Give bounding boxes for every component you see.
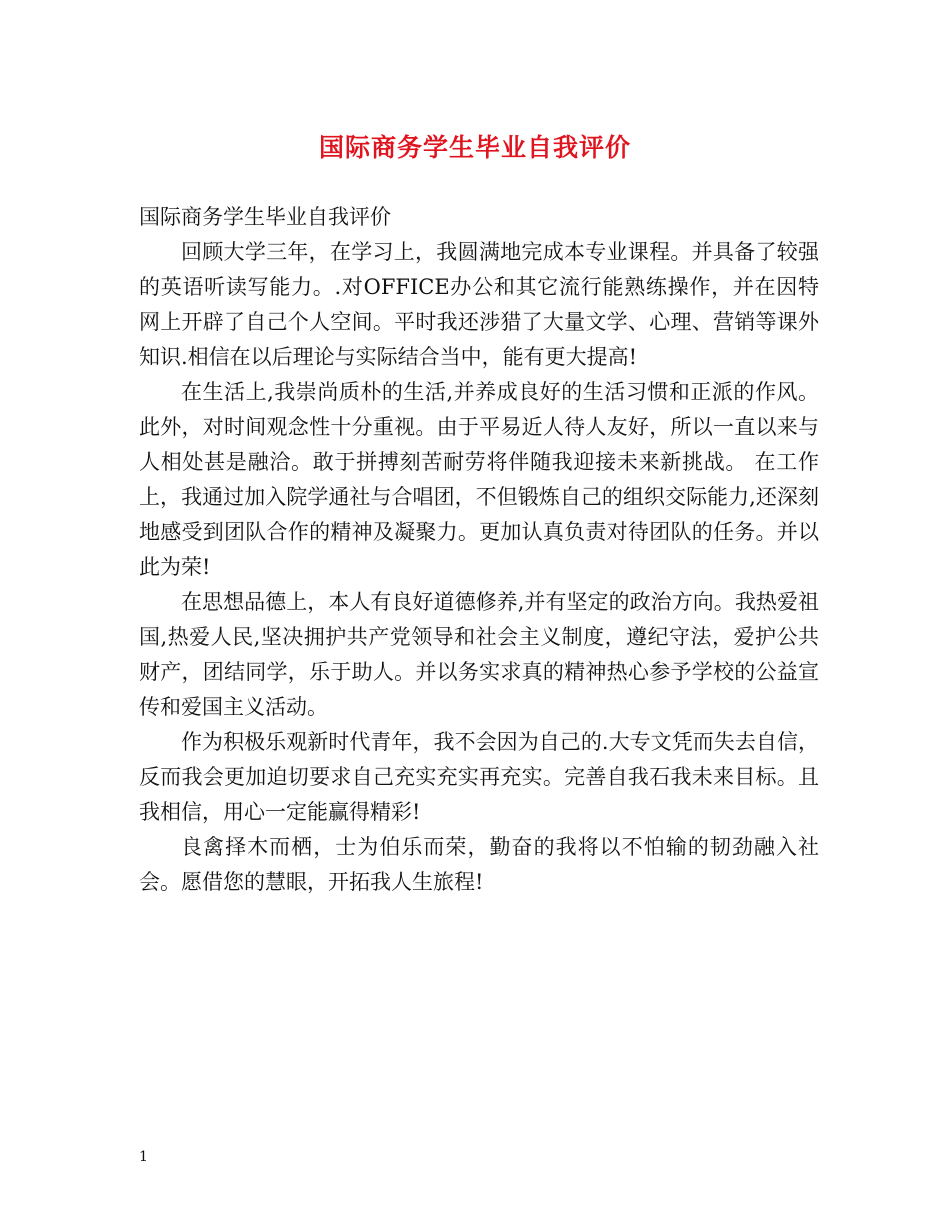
paragraph-closing: 良禽择木而栖，士为伯乐而荣，勤奋的我将以不怕输的韧劲融入社会。愿借您的慧眼，开拓我人生旅程!: [139, 835, 819, 894]
paragraph-morality: 在思想品德上，本人有良好道德修养,并有坚定的政治方向。我热爱祖国,热爱人民,坚决拥护共产党领导和社会主义制度，遵纪守法，爱护公共财产，团结同学，乐于助人。并以务实求真的精神热心参予学校的公益宣传和爱国主义活动。: [139, 590, 819, 719]
paragraph-outlook: 作为积极乐观新时代青年，我不会因为自己的.大专文凭而失去自信，反而我会更加迫切要求自己充实充实再充实。完善自我石我未来目标。且我相信，用心一定能赢得精彩!: [139, 730, 819, 824]
document-title: 国际商务学生毕业自我评价: [318, 133, 631, 162]
paragraph-study: 回顾大学三年，在学习上，我圆满地完成本专业课程。并具备了较强的英语听读写能力。.对OFFICE办公和其它流行能熟练操作，并在因特网上开辟了自己个人空间。平时我还涉猎了大量文学、心理、营销等课外知识.相信在以后理论与实际结合当中，能有更大提高!: [139, 240, 819, 369]
page-number: 1: [139, 1149, 148, 1165]
paragraph-life-work: 在生活上,我崇尚质朴的生活,并养成良好的生活习惯和正派的作风。此外，对时间观念性十分重视。由于平易近人待人友好，所以一直以来与人相处甚是融洽。敢于拼搏刻苦耐劳将伴随我迎接未来新挑战。 在工作上，我通过加入院学通社与合唱团，不但锻炼自己的组织交际能力,还深刻地感受到团队合作的精神及凝聚力。更加认真负责对待团队的任务。并以此为荣!: [139, 380, 819, 579]
body-subtitle: 国际商务学生毕业自我评价: [139, 205, 391, 229]
document-body: [139, 200, 819, 900]
